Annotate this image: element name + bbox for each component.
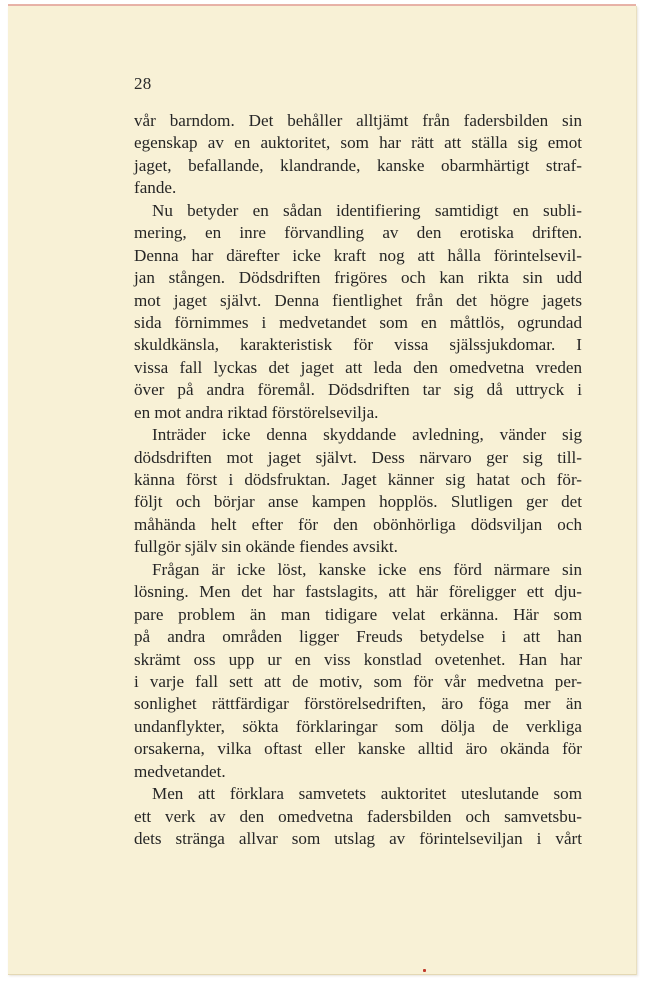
paragraph <box>134 200 582 424</box>
text-line: vår barndom. Det behåller alltjämt från fadersbilden sin <box>134 111 582 130</box>
text-line: över på andra föremål. Dödsdriften tar sig då uttryck i <box>134 380 582 400</box>
text-line: fande. <box>134 178 177 198</box>
text-line: dets stränga allvar som utslag av förintelseviljan i vårt <box>134 829 582 848</box>
text-line: fullgör själv sin okände fiendes avsikt. <box>134 537 398 557</box>
text-line: dödsdriften mot jaget självt. Dess närvaro ger sig till- <box>134 447 582 467</box>
text-line: orsakerna, vilka oftast eller kanske alltid äro okända för <box>134 739 582 759</box>
text-line: jan stången. Dödsdriften frigöres och kan rikta sin udd <box>134 268 582 288</box>
text-line: Inträder icke denna skyddande avledning, vänder sig <box>152 425 582 445</box>
paragraph <box>134 424 582 559</box>
text-line: Denna har därefter icke kraft nog att hålla förintelsevil- <box>134 245 582 265</box>
text-line: på andra områden ligger Freuds betydelse i att han <box>134 627 582 647</box>
text-line: pare problem än man tidigare velat erkänna. Här som <box>134 604 582 624</box>
paragraph <box>134 559 582 783</box>
text-line: i varje fall sett att de motiv, som för vår medvetna per- <box>134 671 582 691</box>
print-mark <box>423 969 426 972</box>
text-line: mot jaget självt. Denna fientlighet från det högre jagets <box>134 290 582 310</box>
page-number: 28 <box>134 74 152 93</box>
text-line: en mot andra riktad förstörelsevilja. <box>134 402 379 422</box>
text-line: mering, en inre förvandling av den erotiska driften. <box>134 223 582 243</box>
text-line: sida förnimmes i medvetandet som en måttlös, ogrundad <box>134 312 582 332</box>
paragraph <box>134 110 582 200</box>
text-line: undanflykter, sökta förklaringar som dölja de verkliga <box>134 716 582 736</box>
text-line: egenskap av en auktoritet, som har rätt att ställa sig emot <box>134 133 582 153</box>
text-line: måhända helt efter för den obönhörliga dödsviljan och <box>134 514 582 534</box>
text-line: Frågan är icke löst, kanske icke ens förd närmare sin <box>152 559 582 579</box>
text-line: lösning. Men det har fastslagits, att här föreligger ett dju- <box>134 582 582 602</box>
text-line: följt och börjar anse kampen hopplös. Slutligen ger det <box>134 492 582 512</box>
body-text <box>134 110 582 850</box>
text-line: Nu betyder en sådan identifiering samtidigt en subli- <box>152 200 582 220</box>
text-line: skuldkänsla, karakteristisk för vissa själssjukdomar. I <box>134 335 582 355</box>
text-line: medvetandet. <box>134 761 226 781</box>
text-line: vissa fall lyckas det jaget att leda den omedvetna vreden <box>134 357 582 377</box>
text-line: Men att förklara samvetets auktoritet uteslutande som <box>152 784 582 804</box>
text-line: ett verk av den omedvetna fadersbilden och samvetsbu- <box>134 806 582 826</box>
text-line: jaget, befallande, klandrande, kanske obarmhärtigt straf- <box>134 155 582 175</box>
paragraph <box>134 783 582 850</box>
text-line: sonlighet rättfärdigar förstörelsedriften, äro föga mer än <box>134 694 582 714</box>
text-line: skrämt oss upp ur en viss konstlad ovetenhet. Han har <box>134 649 582 669</box>
text-line: känna först i dödsfruktan. Jaget känner sig hatat och för- <box>134 470 582 489</box>
